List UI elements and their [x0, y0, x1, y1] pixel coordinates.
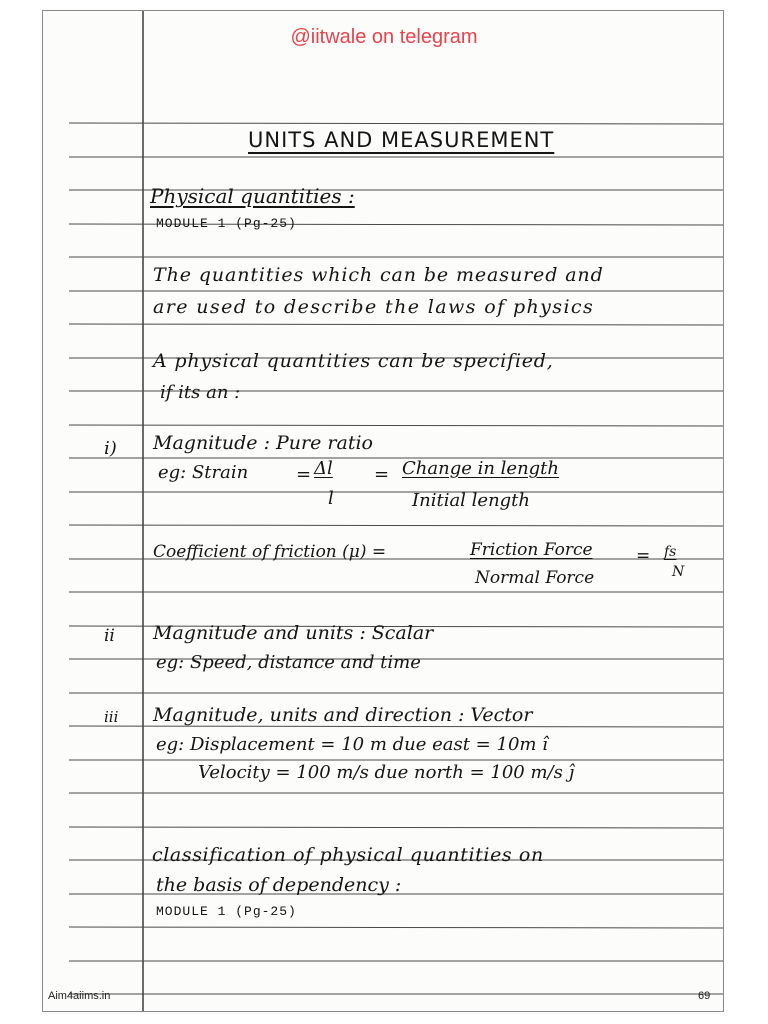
equals-sign-2: =: [374, 464, 390, 485]
strain-denominator: l: [328, 488, 334, 509]
friction-equals: =: [636, 546, 651, 566]
specified-line-2: if its an :: [160, 382, 241, 403]
item-marker-1: i): [104, 438, 117, 459]
ruled-line: [69, 425, 723, 426]
example-strain: eg: Strain: [158, 462, 249, 483]
classification-line-2: the basis of dependency :: [156, 874, 402, 896]
footer-site: Aim4aiims.in: [48, 990, 111, 1002]
example-displacement: eg: Displacement = 10 m due east = 10m î: [156, 734, 548, 755]
strain-fraction-numerator: Change in length: [402, 458, 560, 479]
strain-numerator: Δl: [314, 458, 333, 479]
item-marker-3: iii: [104, 708, 119, 726]
ruled-line: [69, 827, 723, 828]
friction-numerator: Friction Force: [470, 540, 593, 560]
item-heading-2: Magnitude and units : Scalar: [153, 622, 434, 644]
module-reference-1: MODULE 1 (Pg-25): [156, 216, 297, 231]
ruled-line: [69, 324, 723, 325]
ruled-line: [69, 726, 723, 727]
section-heading: Physical quantities :: [150, 184, 355, 208]
module-reference-2: MODULE 1 (Pg-25): [156, 904, 297, 919]
page-title: UNITS AND MEASUREMENT: [248, 128, 555, 152]
page-number: 69: [698, 990, 711, 1002]
definition-line-2: are used to describe the laws of physics: [153, 296, 595, 318]
definition-line-1: The quantities which can be measured and: [153, 264, 604, 286]
classification-line-1: classification of physical quantities on: [152, 844, 544, 866]
ruled-line: [69, 123, 723, 124]
watermark-text: @iitwale on telegram: [290, 26, 478, 48]
specified-line-1: A physical quantities can be specified,: [153, 350, 554, 372]
equals-sign-1: =: [296, 464, 312, 485]
example-scalar: eg: Speed, distance and time: [156, 652, 421, 673]
item-marker-2: ii: [104, 626, 115, 646]
strain-fraction-denominator: Initial length: [412, 490, 531, 511]
example-velocity: Velocity = 100 m/s due north = 100 m/s ĵ: [198, 762, 575, 783]
ruled-line: [69, 525, 723, 526]
friction-short-denominator: N: [672, 564, 685, 580]
friction-denominator: Normal Force: [475, 568, 595, 588]
friction-label: Coefficient of friction (μ) =: [153, 542, 387, 562]
ruled-line: [69, 927, 723, 928]
item-heading-3: Magnitude, units and direction : Vector: [153, 704, 533, 726]
friction-short-numerator: fs: [664, 544, 677, 560]
item-heading-1: Magnitude : Pure ratio: [153, 432, 373, 454]
